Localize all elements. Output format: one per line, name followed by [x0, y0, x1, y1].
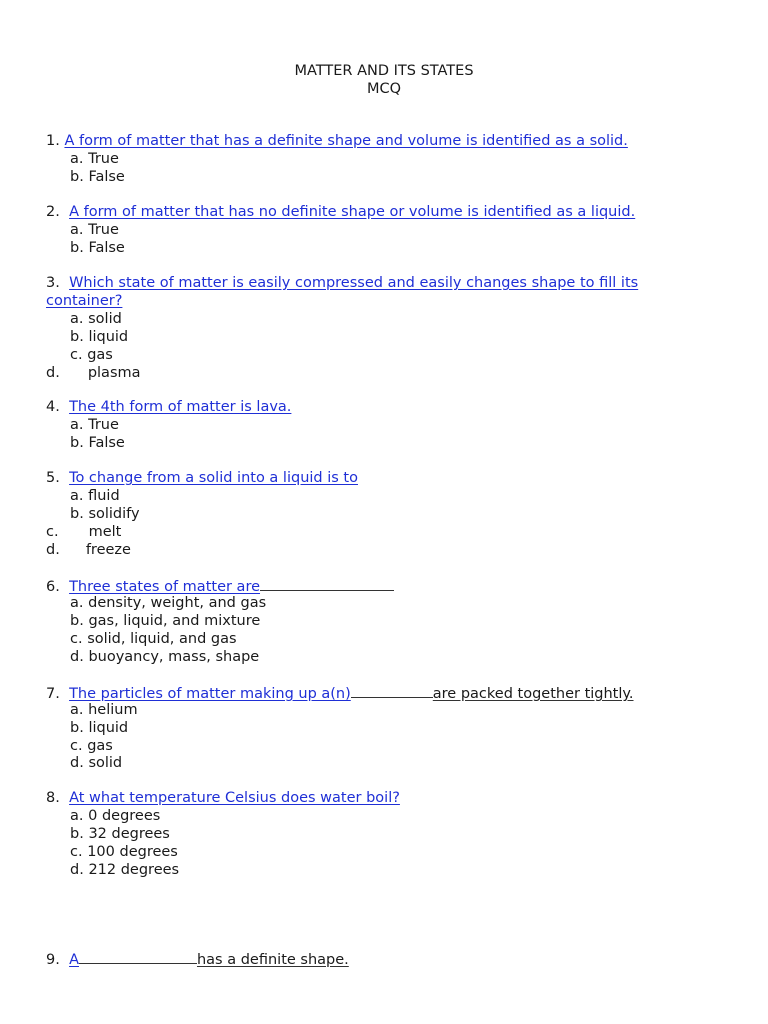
option-5a: a. fluid: [70, 488, 120, 504]
option-8b: b. 32 degrees: [70, 826, 170, 842]
option-1b: b. False: [70, 169, 125, 185]
question-text: Which state of matter is easily compressed and easily changes shape to fill its: [69, 275, 639, 291]
option-7b: b. liquid: [70, 720, 129, 736]
option-7c: c. gas: [70, 738, 113, 754]
question-number: 2.: [46, 204, 60, 220]
document-title: MATTER AND ITS STATES: [294, 63, 474, 79]
question-number: 4.: [46, 399, 60, 415]
option-1a: a. True: [70, 151, 119, 167]
question-number: 9.: [46, 952, 60, 968]
option-3c: c. gas: [70, 347, 113, 363]
question-6: [46, 576, 394, 596]
option-6a: a. density, weight, and gas: [70, 595, 267, 611]
question-8: [46, 789, 400, 807]
option-5b: b. solidify: [70, 506, 140, 522]
option-2a: a. True: [70, 222, 119, 238]
question-5: [46, 469, 358, 487]
option-4a: a. True: [70, 417, 119, 433]
question-text: At what temperature Celsius does water boil?: [69, 790, 400, 806]
question-text: To change from a solid into a liquid is to: [69, 470, 358, 486]
question-text-end: are packed together tightly.: [432, 686, 634, 702]
question-2: [46, 203, 635, 221]
option-8c: c. 100 degrees: [70, 844, 178, 860]
question-3-continued: container?: [46, 293, 123, 309]
option-3d: d. plasma: [46, 365, 141, 381]
question-text: A form of matter that has a definite shape and volume is identified as a solid.: [64, 133, 628, 149]
option-8a: a. 0 degrees: [70, 808, 161, 824]
option-3b: b. liquid: [70, 329, 129, 345]
question-9: [46, 949, 349, 969]
question-1: [46, 132, 628, 150]
question-text: A: [69, 952, 79, 968]
option-2b: b. False: [70, 240, 125, 256]
option-3a: a. solid: [70, 311, 122, 327]
option-6d: d. buoyancy, mass, shape: [70, 649, 260, 665]
option-6b: b. gas, liquid, and mixture: [70, 613, 261, 629]
question-4: [46, 398, 291, 416]
question-text: A form of matter that has no definite shape or volume is identified as a liquid.: [69, 204, 636, 220]
question-number: 1.: [46, 133, 60, 149]
question-text: The 4th form of matter is lava.: [69, 399, 292, 415]
answer-blank: [351, 683, 433, 698]
question-3: [46, 274, 638, 292]
option-5c: c. melt: [46, 524, 122, 540]
question-text: The particles of matter making up a(n): [69, 686, 351, 702]
question-number: 7.: [46, 686, 60, 702]
question-7: [46, 683, 634, 703]
option-7a: a. helium: [70, 702, 138, 718]
document-subtitle: MCQ: [366, 81, 402, 97]
answer-blank: [79, 949, 197, 964]
option-5d: d. freeze: [46, 542, 131, 558]
question-number: 6.: [46, 579, 60, 595]
question-number: 3.: [46, 275, 60, 291]
question-number: 5.: [46, 470, 60, 486]
option-7d: d. solid: [70, 755, 123, 771]
option-4b: b. False: [70, 435, 125, 451]
option-6c: c. solid, liquid, and gas: [70, 631, 237, 647]
question-text-end: has a definite shape.: [196, 952, 349, 968]
answer-blank: [260, 576, 394, 591]
option-8d: d. 212 degrees: [70, 862, 180, 878]
question-text: Three states of matter are: [69, 579, 261, 595]
question-number: 8.: [46, 790, 60, 806]
